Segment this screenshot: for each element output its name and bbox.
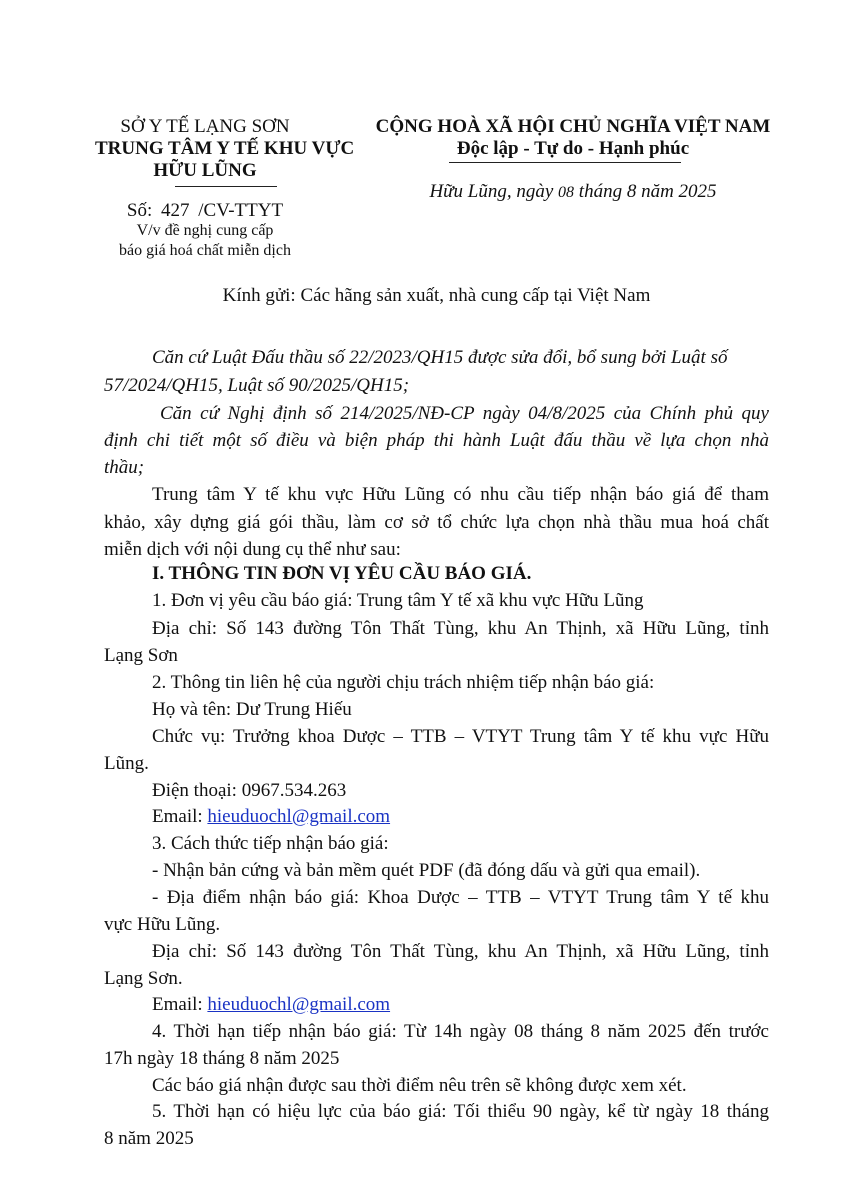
right-header-divider <box>449 162 681 163</box>
requesting-unit: 1. Đơn vị yêu cầu báo giá: Trung tâm Y tế xã khu vực Hữu Lũng <box>152 590 644 611</box>
document-number <box>95 200 315 222</box>
doc-number-suffix: /CV-TTYT <box>198 200 284 221</box>
email-label: Email: <box>152 806 203 827</box>
legal-basis-2-line1: Căn cứ Nghị định số 214/2025/NĐ-CP ngày 04/8/2025 của Chính phủ quy <box>160 403 769 424</box>
legal-basis-1-line2: 57/2024/QH15, Luật số 90/2025/QH15; <box>104 375 410 396</box>
validity-line2: 8 năm 2025 <box>104 1128 194 1149</box>
date-prefix: Hữu Lũng, ngày <box>429 181 554 202</box>
position-line2: Lũng. <box>104 753 149 774</box>
center-name-line2: HỮU LŨNG <box>153 160 257 181</box>
email-link-2[interactable]: hieuduochl@gmail.com <box>207 994 391 1015</box>
doc-number-prefix: Số: <box>126 200 153 221</box>
contact-email-row <box>152 806 817 828</box>
legal-basis-1-line1: Căn cứ Luật Đấu thầu số 22/2023/QH15 được sửa đổi, bổ sung bởi Luật số <box>152 347 728 368</box>
legal-basis-2-line3: thầu; <box>104 457 145 478</box>
issue-date <box>368 181 778 203</box>
address-2-line2: Lạng Sơn. <box>104 968 183 989</box>
method-2-line1: - Địa điểm nhận báo giá: Khoa Dược – TTB – VTYT Trung tâm Y tế khu <box>152 887 769 908</box>
address-1-line2: Lạng Sơn <box>104 645 178 666</box>
email-link[interactable]: hieuduochl@gmail.com <box>207 806 391 827</box>
left-header-divider <box>175 186 277 187</box>
section-1-heading: I. THÔNG TIN ĐƠN VỊ YÊU CẦU BÁO GIÁ. <box>152 563 532 584</box>
method-2-line2: vực Hữu Lũng. <box>104 914 221 935</box>
validity-line1: 5. Thời hạn có hiệu lực của báo giá: Tối thiểu 90 ngày, kể từ ngày 18 tháng <box>152 1101 769 1122</box>
intro-line2: khảo, xây dựng giá gói thầu, làm cơ sở tổ chức lựa chọn nhà thầu mua hoá chất <box>104 512 769 533</box>
contact-heading: 2. Thông tin liên hệ của người chịu trách nhiệm tiếp nhận báo giá: <box>152 672 655 693</box>
date-suffix: tháng 8 năm 2025 <box>578 181 717 202</box>
method-1: - Nhận bản cứng và bản mềm quét PDF (đã đóng dấu và gửi qua email). <box>152 860 701 881</box>
department-name: SỞ Y TẾ LẠNG SƠN <box>120 116 290 137</box>
date-day: 08 <box>558 184 575 201</box>
national-motto: Độc lập - Tự do - Hạnh phúc <box>456 138 690 159</box>
doc-number-value: 427 <box>161 200 190 221</box>
address-2-line1: Địa chỉ: Số 143 đường Tôn Thất Tùng, khu An Thịnh, xã Hữu Lũng, tỉnh <box>152 941 769 962</box>
nation-title: CỘNG HOÀ XÃ HỘI CHỦ NGHĨA VIỆT NAM <box>375 116 771 137</box>
intro-line1: Trung tâm Y tế khu vực Hữu Lũng có nhu cầu tiếp nhận báo giá để tham <box>152 484 769 505</box>
email-label-2: Email: <box>152 994 203 1015</box>
legal-basis-2-line2: định chi tiết một số điều và biện pháp thi hành Luật đấu thầu về lựa chọn nhà <box>104 430 769 451</box>
contact-email-row-2 <box>152 994 817 1016</box>
subject-line2: báo giá hoá chất miễn dịch <box>119 242 291 259</box>
intro-line3: miễn dịch với nội dung cụ thể như sau: <box>104 539 401 560</box>
late-submission-note: Các báo giá nhận được sau thời điểm nêu trên sẽ không được xem xét. <box>152 1075 687 1096</box>
contact-phone: Điện thoại: 0967.534.263 <box>152 780 347 801</box>
position-line1: Chức vụ: Trưởng khoa Dược – TTB – VTYT Trung tâm Y tế khu vực Hữu <box>152 726 769 747</box>
deadline-line1: 4. Thời hạn tiếp nhận báo giá: Từ 14h ngày 08 tháng 8 năm 2025 đến trước <box>152 1021 769 1042</box>
deadline-line2: 17h ngày 18 tháng 8 năm 2025 <box>104 1048 340 1069</box>
center-name-line1: TRUNG TÂM Y TẾ KHU VỰC <box>95 138 355 159</box>
recipient-line: Kính gửi: Các hãng sản xuất, nhà cung cấp tại Việt Nam <box>222 285 651 306</box>
address-1-line1: Địa chỉ: Số 143 đường Tôn Thất Tùng, khu An Thịnh, xã Hữu Lũng, tỉnh <box>152 618 769 639</box>
method-heading: 3. Cách thức tiếp nhận báo giá: <box>152 833 389 854</box>
contact-name: Họ và tên: Dư Trung Hiếu <box>152 699 352 720</box>
subject-line1: V/v đề nghị cung cấp <box>136 222 274 239</box>
